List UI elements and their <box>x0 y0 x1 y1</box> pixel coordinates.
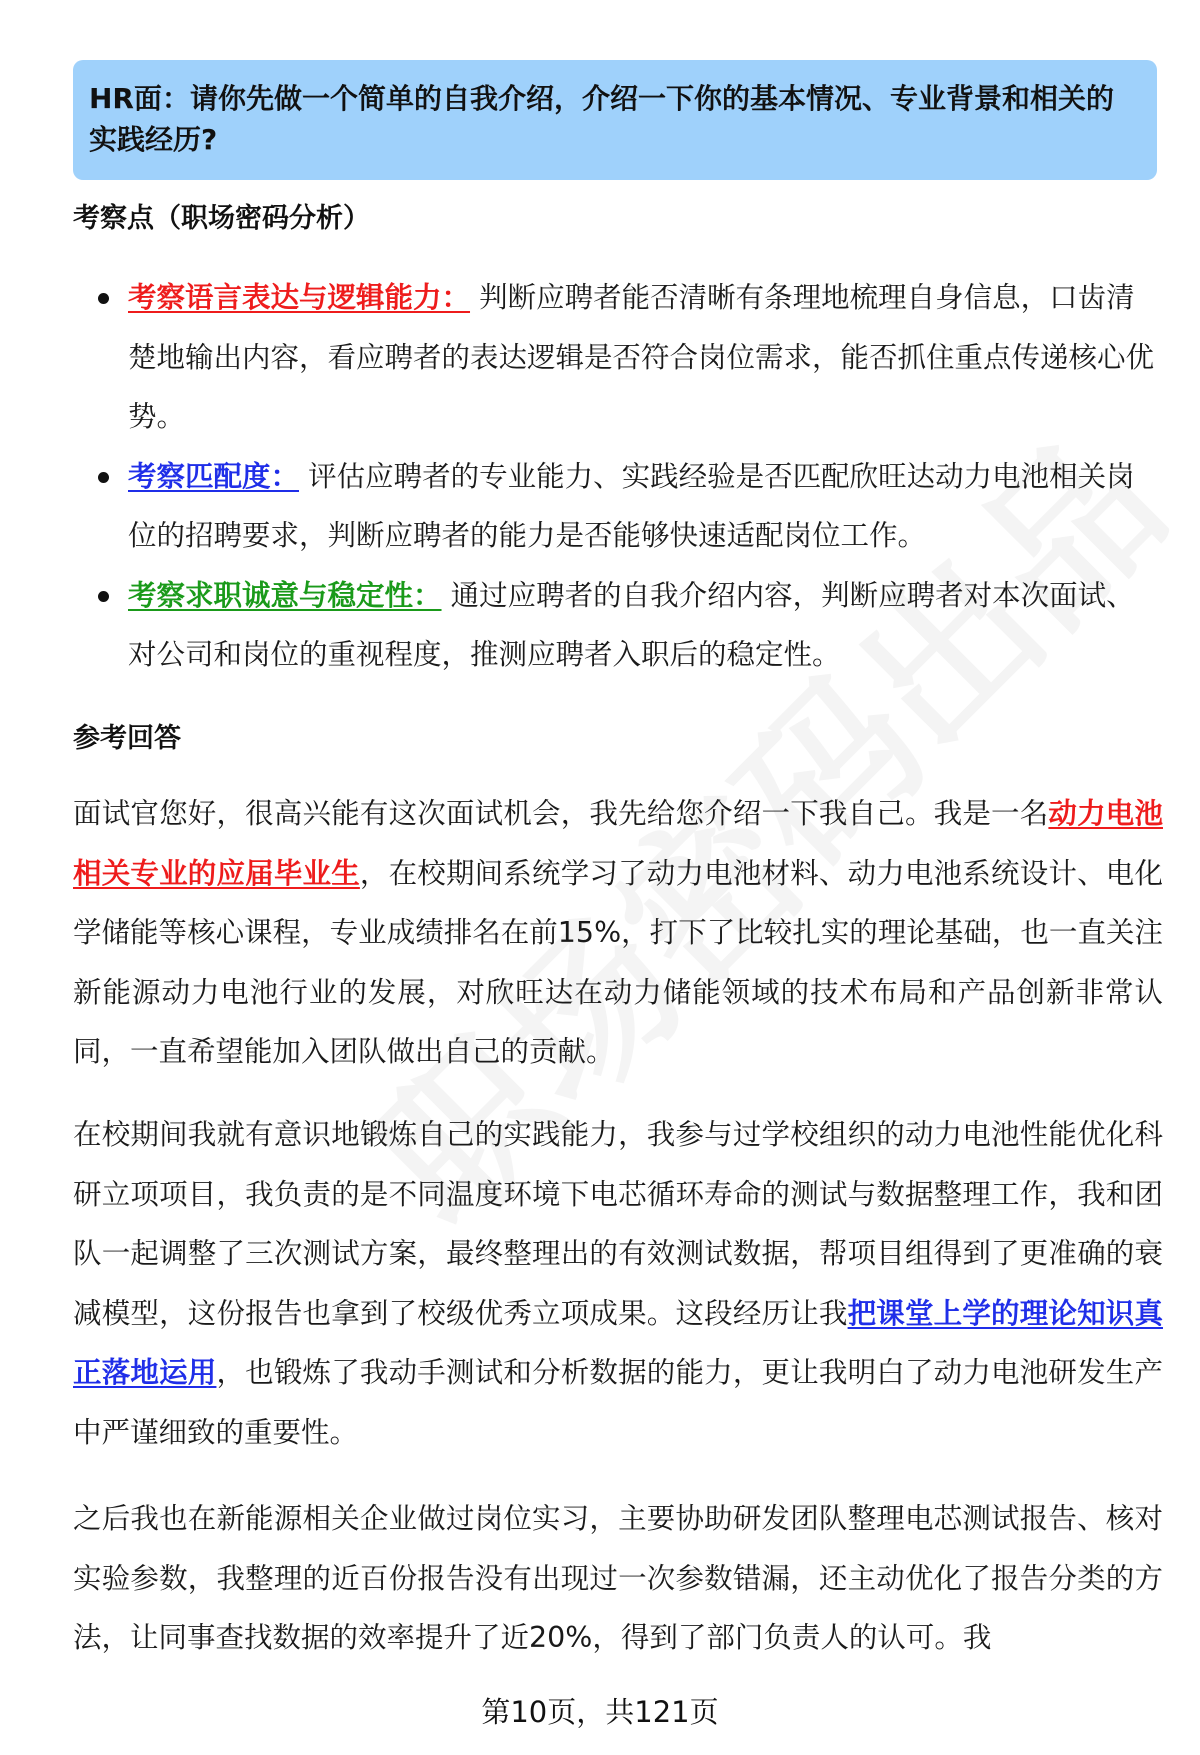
bullet-text: 通过应聘者的自我介绍内容，判断应聘者对本次面试、对公司和岗位的重视程度，推测应聘者入职后的稳定性。 <box>128 578 1135 671</box>
list-item <box>73 447 1163 566</box>
page-number: 第10页，共121页 <box>481 1695 719 1729</box>
bullet-icon <box>98 591 109 602</box>
text: ，在校期间系统学习了动力电池材料、动力电池系统设计、电化学储能等核心课程，专业成绩排名在前15%，打下了比较扎实的理论基础，也一直关注新能源动力电池行业的发展，对欣旺达在动力储能领域的技术布局和产品创新非常认同，一直希望能加入团队做出自己的贡献。 <box>73 856 1163 1068</box>
answer-paragraph <box>73 1489 1163 1668</box>
bullet-text: 判断应聘者能否清晰有条理地梳理自身信息，口齿清楚地输出内容，看应聘者的表达逻辑是否符合岗位需求，能否抓住重点传递核心优势。 <box>128 281 1155 433</box>
section-title-answer: 参考回答 <box>73 723 181 754</box>
answer-paragraph <box>73 1105 1163 1462</box>
question-box: HR面：请你先做一个简单的自我介绍，介绍一下你的基本情况、专业背景和相关的实践经历? <box>73 60 1157 180</box>
list-item <box>73 268 1163 447</box>
assessment-list <box>73 268 1163 685</box>
list-item <box>73 566 1163 685</box>
bullet-label: 考察求职诚意与稳定性： <box>128 578 442 612</box>
bullet-text: 评估应聘者的专业能力、实践经验是否匹配欣旺达动力电池相关岗位的招聘要求，判断应聘者的能力是否能够快速适配岗位工作。 <box>128 459 1135 552</box>
bullet-icon <box>98 293 109 304</box>
bullet-icon <box>98 472 109 483</box>
highlight-text: 动力电池相关专业的应届毕业生 <box>73 797 1163 890</box>
text: 在校期间我就有意识地锻炼自己的实践能力，我参与过学校组织的动力电池性能优化科研立项项目，我负责的是不同温度环境下电芯循环寿命的测试与数据整理工作，我和团队一起调整了三次测试方案，最终整理出的有效测试数据，帮项目组得到了更准确的衰减模型，这份报告也拿到了校级优秀立项成果。这段经历让我 <box>73 1118 1163 1330</box>
text: 面试官您好，很高兴能有这次面试机会，我先给您介绍一下我自己。我是一名 <box>73 797 1049 830</box>
section-title-assessment: 考察点（职场密码分析） <box>73 203 370 234</box>
bullet-label: 考察匹配度： <box>128 459 300 493</box>
answer-paragraph <box>73 784 1163 1082</box>
highlight-text: 把课堂上学的理论知识真正落地运用 <box>73 1296 1163 1389</box>
text: ，也锻炼了我动手测试和分析数据的能力，更让我明白了动力电池研发生产中严谨细致的重要性。 <box>73 1356 1163 1449</box>
bullet-label: 考察语言表达与逻辑能力： <box>128 281 471 314</box>
text: 之后我也在新能源相关企业做过岗位实习，主要协助研发团队整理电芯测试报告、核对实验参数，我整理的近百份报告没有出现过一次参数错漏，还主动优化了报告分类的方法，让同事查找数据的效率提升了近20%，得到了部门负责人的认可。我 <box>73 1502 1163 1654</box>
